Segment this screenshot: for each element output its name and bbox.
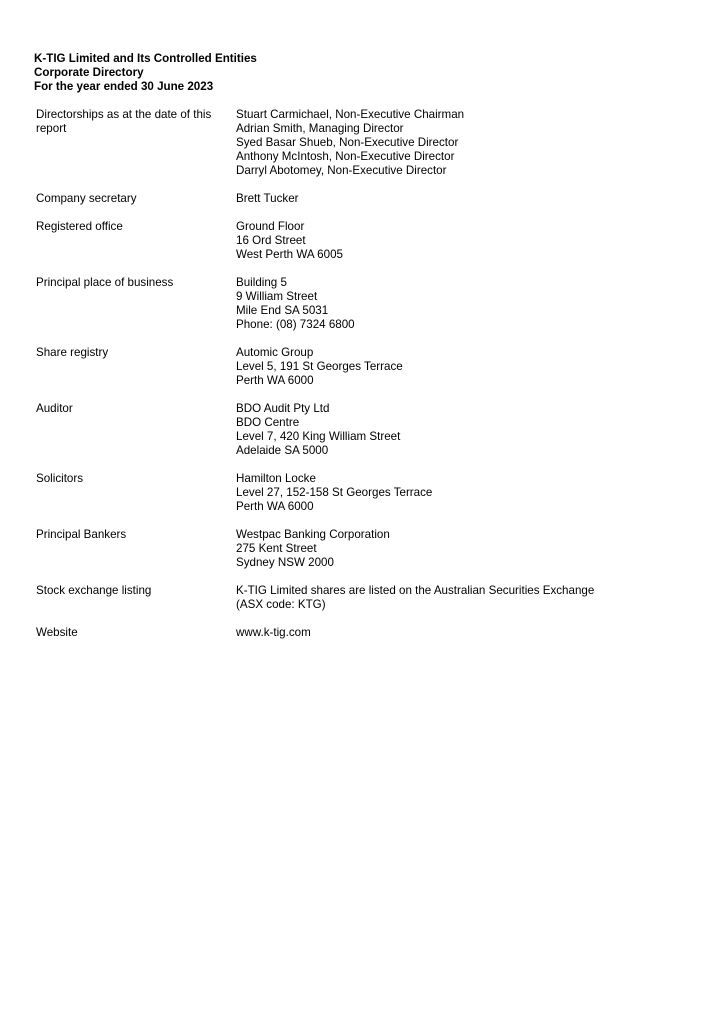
value-line: Brett Tucker [236,192,299,205]
directory-value [236,276,696,332]
asx-code-line: (ASX code: KTG) [236,598,326,611]
address-line: 9 William Street [236,290,318,303]
directory-row-website [36,626,696,640]
address-line: Mile End SA 5031 [236,304,329,317]
directory-row-directorships [36,108,696,178]
address-line: 16 Ord Street [236,234,306,247]
directory-label: Auditor [36,402,73,415]
address-line: Level 27, 152-158 St Georges Terrace [236,486,433,499]
directory-value [236,626,696,640]
director-line: Darryl Abotomey, Non-Executive Director [236,164,447,177]
directory-value [236,220,696,262]
directory-value [236,108,696,178]
directory-value [236,346,696,388]
website-url: www.k-tig.com [236,626,311,639]
address-line: Level 5, 191 St Georges Terrace [236,360,403,373]
directory-label: Share registry [36,346,109,359]
address-line: Perth WA 6000 [236,500,314,513]
directory-label: Directorships as at the date of this report [36,108,212,135]
address-line: Adelaide SA 5000 [236,444,329,457]
address-line: Automic Group [236,346,314,359]
address-line: Ground Floor [236,220,305,233]
directory-row-principal-place [36,276,696,332]
directory-label: Registered office [36,220,123,233]
document-header [34,52,257,94]
directory-value [236,192,696,206]
address-line: BDO Audit Pty Ltd [236,402,330,415]
address-line: 275 Kent Street [236,542,317,555]
corporate-directory [36,108,696,654]
directory-row-stock-exchange [36,584,696,612]
directory-label: Principal Bankers [36,528,127,541]
directory-label: Solicitors [36,472,84,485]
directory-value [236,472,696,514]
directory-row-share-registry [36,346,696,388]
directory-label: Principal place of business [36,276,174,289]
address-line: Level 7, 420 King William Street [236,430,401,443]
address-line: BDO Centre [236,416,300,429]
address-line: Perth WA 6000 [236,374,314,387]
director-line: Anthony McIntosh, Non-Executive Director [236,150,455,163]
listing-line: K-TIG Limited shares are listed on the Australian Securities Exchange [236,584,595,597]
address-line: Sydney NSW 2000 [236,556,334,569]
directory-label: Company secretary [36,192,137,205]
directory-value [236,528,696,570]
directory-row-principal-bankers [36,528,696,570]
director-line: Stuart Carmichael, Non-Executive Chairman [236,108,465,121]
directory-row-solicitors [36,472,696,514]
address-line: Building 5 [236,276,287,289]
company-name: K-TIG Limited and Its Controlled Entities [34,52,257,65]
address-line: West Perth WA 6005 [236,248,343,261]
phone-line: Phone: (08) 7324 6800 [236,318,355,331]
director-line: Syed Basar Shueb, Non-Executive Director [236,136,459,149]
directory-row-auditor [36,402,696,458]
document-title: Corporate Directory [34,66,144,79]
director-line: Adrian Smith, Managing Director [236,122,404,135]
directory-value [236,402,696,458]
directory-label: Stock exchange listing [36,584,152,597]
directory-value [236,584,696,612]
reporting-period: For the year ended 30 June 2023 [34,80,214,93]
address-line: Hamilton Locke [236,472,316,485]
directory-row-registered-office [36,220,696,262]
address-line: Westpac Banking Corporation [236,528,390,541]
directory-label: Website [36,626,78,639]
directory-row-company-secretary [36,192,696,206]
